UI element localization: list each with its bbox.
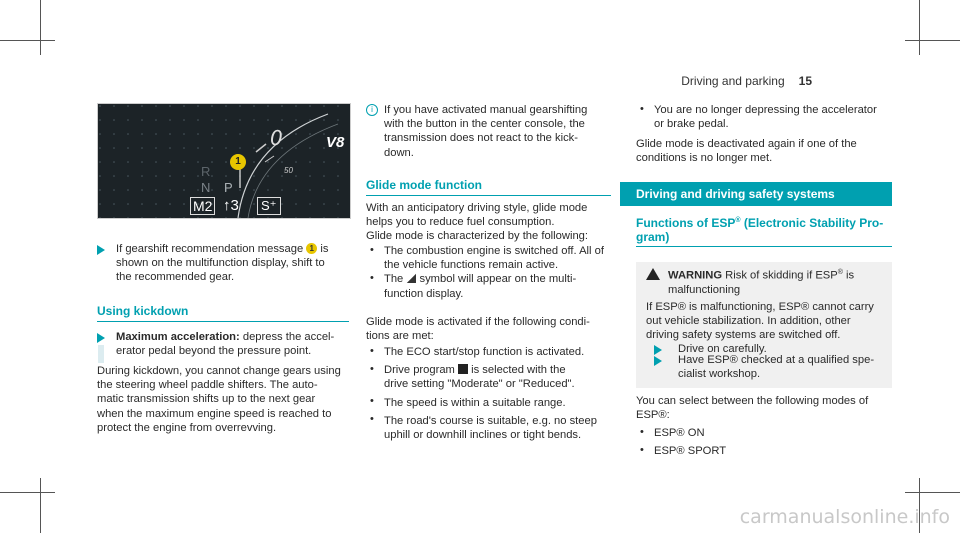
- shift-up-gear: ↑3: [223, 197, 239, 214]
- instruction-arrow: [97, 245, 105, 255]
- glide-bullets-1: The combustion engine is switched off. All of the vehicle functions remain active. The symbol will appear on the multi- function display.: [384, 245, 604, 300]
- crop-mark: [905, 492, 960, 493]
- instruction-gearshift: If gearshift recommendation message 1 is shown on the multifunction display, shift to the recommended gear.: [116, 243, 329, 284]
- glide-condition-pedal: You are no longer depressing the accelerator or brake pedal.: [654, 104, 877, 131]
- section-band: Driving and driving safety systems: [620, 182, 892, 206]
- gear-box: M2: [190, 197, 215, 215]
- instruction-max-acceleration: Maximum acceleration: depress the accel- erator pedal beyond the pressure point.: [116, 331, 335, 358]
- glide-conditions-list: The ECO start/stop function is activated. Drive program is selected with the drive setting "Moderate" or "Reduced". The speed is within a suitable range. The road's course is suitable, e.g. no steep uphill or downhill inclines or tight bends.: [384, 346, 597, 442]
- callout-number: 1: [306, 243, 317, 254]
- instruction-bar: [98, 345, 104, 363]
- heading-rule: [366, 195, 611, 196]
- glide-conditions-intro: Glide mode is activated if the following condi- tions are met:: [366, 316, 590, 343]
- page-number: 15: [798, 74, 812, 88]
- bullet-dot: •: [370, 395, 374, 407]
- speed-mark: 50: [284, 166, 293, 175]
- heading-kickdown: Using kickdown: [97, 304, 189, 318]
- esp-modes-intro: You can select between the following modes of ESP®:: [636, 395, 869, 422]
- kickdown-paragraph: During kickdown, you cannot change gears using the steering wheel paddle shifters. The auto- matic transmission shifts up to the next gear when the maximum engine speed is reached to protect the engine from overrevving.: [97, 365, 341, 434]
- instrument-cluster-image: [97, 103, 351, 219]
- crop-mark: [0, 492, 55, 493]
- esp-mode-sport: ESP® SPORT: [654, 445, 727, 457]
- glide-mode-text: With an anticipatory driving style, glide mode helps you to reduce fuel consumption. Glide mode is characterized by the following:: [366, 202, 588, 243]
- section-title: Driving and parking: [681, 74, 785, 88]
- glide-deactivation: Glide mode is deactivated again if one of the conditions is no longer met.: [636, 138, 857, 165]
- bullet-dot: •: [370, 345, 374, 357]
- drive-program-icon: [458, 364, 468, 374]
- instruction-arrow: [654, 356, 662, 366]
- watermark: carmanualsonline.info: [739, 506, 950, 528]
- instruction-arrow: [654, 345, 662, 355]
- esp-mode-on: ESP® ON: [654, 427, 705, 439]
- warning-step-1: Drive on carefully.: [678, 343, 767, 355]
- note-icon: i: [366, 104, 378, 116]
- page-header: [681, 74, 812, 88]
- gear-n: N: [201, 180, 211, 195]
- bullet-dot: •: [640, 444, 644, 456]
- cluster-zero: 0: [270, 126, 283, 150]
- gear-r: R: [201, 164, 211, 179]
- engine-label: V8: [326, 134, 345, 151]
- gear-p: P: [224, 180, 233, 195]
- crop-mark: [0, 40, 55, 41]
- bullet-dot: •: [370, 363, 374, 375]
- drive-mode: S⁺: [257, 197, 281, 215]
- bullet-dot: •: [370, 244, 374, 256]
- glide-symbol-icon: [406, 273, 416, 283]
- crop-mark: [919, 0, 920, 55]
- heading-rule: [636, 246, 892, 247]
- crop-mark: [905, 40, 960, 41]
- warning-header: WARNING Risk of skidding if ESP® is malfunctioning: [668, 269, 855, 296]
- crop-mark: [40, 0, 41, 55]
- heading-esp: Functions of ESP® (Electronic Stability Pro- gram): [636, 216, 884, 244]
- heading-rule: [97, 321, 349, 322]
- crop-mark: [40, 478, 41, 533]
- bullet-dot: •: [640, 103, 644, 115]
- bullet-dot: •: [370, 272, 374, 284]
- instruction-arrow: [97, 333, 105, 343]
- note-manual-gearshift: If you have activated manual gearshifting with the button in the center console, the transmission does not react to the kick- down.: [384, 104, 588, 159]
- bullet-dot: •: [370, 413, 374, 425]
- warning-body: If ESP® is malfunctioning, ESP® cannot carry out vehicle stabilization. In addition, other driving safety systems are switched off.: [646, 301, 874, 342]
- warning-icon: [646, 268, 660, 280]
- bullet-dot: •: [640, 426, 644, 438]
- warning-step-2: Have ESP® checked at a qualified spe- cialist workshop.: [678, 354, 875, 381]
- callout-badge: 1: [230, 154, 246, 170]
- heading-glide-mode: Glide mode function: [366, 178, 482, 192]
